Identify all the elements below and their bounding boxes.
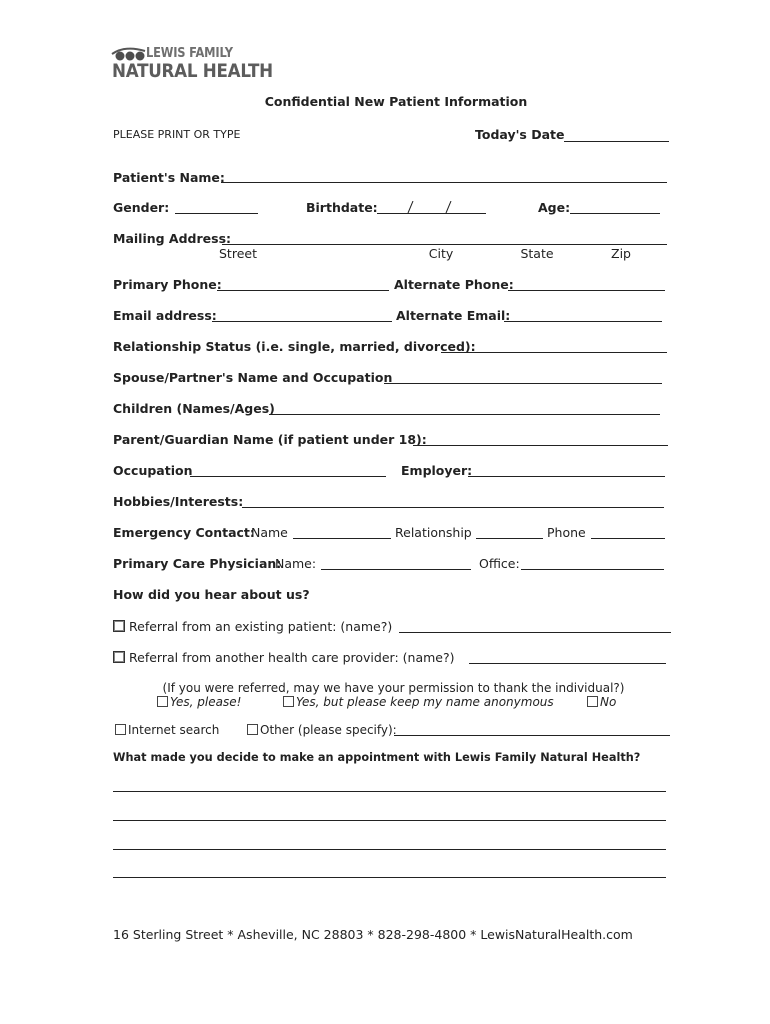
alternate-email-field[interactable] (504, 321, 662, 322)
permission-anonymous-option[interactable] (283, 695, 554, 709)
occupation-field[interactable] (190, 476, 386, 477)
other-checkbox[interactable] (247, 724, 258, 735)
todays-date-label: Today's Date (475, 127, 565, 142)
occupation-label: Occupation (113, 463, 193, 478)
print-note: PLEASE PRINT OR TYPE (113, 128, 241, 141)
form-title: Confidential New Patient Information (264, 94, 528, 109)
pcp-office-label: Office: (479, 556, 520, 571)
ec-phone-label: Phone (547, 525, 586, 540)
parent-guardian-field[interactable] (413, 445, 668, 446)
employer-label: Employer: (401, 463, 473, 478)
pcp-name-field[interactable] (321, 569, 471, 570)
other-option[interactable] (247, 723, 397, 737)
permission-no-checkbox[interactable] (587, 696, 598, 707)
internet-search-checkbox[interactable] (115, 724, 126, 735)
zip-caption: Zip (611, 246, 631, 261)
logo-text-top: LEWIS FAMILY (146, 46, 233, 61)
primary-phone-label: Primary Phone: (113, 277, 222, 292)
ec-relationship-field[interactable] (476, 538, 543, 539)
email-label: Email address: (113, 308, 217, 323)
permission-question: (If you were referred, may we have your permission to thank the individual?) (162, 681, 625, 695)
referral-provider-checkbox[interactable] (113, 651, 125, 663)
state-caption: State (520, 246, 554, 261)
patient-name-field[interactable] (221, 182, 667, 183)
spouse-label: Spouse/Partner's Name and Occupation (113, 370, 393, 385)
permission-yes-text: Yes, please! (170, 695, 242, 709)
age-field[interactable] (570, 213, 660, 214)
hobbies-field[interactable] (242, 507, 664, 508)
birthdate-label: Birthdate: (306, 200, 378, 215)
referral-existing-checkbox[interactable] (113, 620, 125, 632)
relationship-status-label: Relationship Status (i.e. single, married, divorced): (113, 339, 476, 354)
gender-label: Gender: (113, 200, 170, 215)
footer-contact: 16 Sterling Street * Asheville, NC 28803 * 828-298-4800 * LewisNaturalHealth.com (113, 927, 633, 942)
permission-anonymous-text: Yes, but please keep my name anonymous (296, 695, 554, 709)
referral-existing-patient-option[interactable] (113, 619, 392, 634)
referral-provider-name-field[interactable] (469, 663, 666, 664)
decision-answer-line-3[interactable] (113, 849, 666, 850)
referral-provider-option[interactable] (113, 650, 454, 665)
todays-date-field[interactable] (564, 141, 669, 142)
street-caption: Street (219, 246, 257, 261)
primary-care-label: Primary Care Physician: (113, 556, 282, 571)
logo-text-bottom: NATURAL HEALTH (112, 60, 273, 82)
permission-no-text: No (600, 695, 617, 709)
gender-field[interactable] (175, 213, 258, 214)
referral-existing-text: Referral from an existing patient: (name?) (129, 619, 393, 634)
pcp-office-field[interactable] (521, 569, 664, 570)
referral-existing-name-field[interactable] (399, 632, 671, 633)
email-field[interactable] (212, 321, 392, 322)
decision-answer-line-1[interactable] (113, 791, 666, 792)
decision-answer-line-4[interactable] (113, 877, 666, 878)
birthdate-slash-2 (446, 201, 451, 213)
relationship-status-field[interactable] (441, 352, 667, 353)
parent-guardian-label: Parent/Guardian Name (if patient under 18): (113, 432, 427, 447)
children-field[interactable] (269, 414, 660, 415)
ec-relationship-label: Relationship (395, 525, 472, 540)
alternate-phone-field[interactable] (508, 290, 665, 291)
city-caption: City (428, 246, 454, 261)
referral-question: How did you hear about us? (113, 587, 310, 602)
children-label: Children (Names/Ages) (113, 401, 275, 416)
other-specify-field[interactable] (394, 735, 670, 736)
spouse-field[interactable] (384, 383, 662, 384)
patient-name-label: Patient's Name: (113, 170, 225, 185)
other-text: Other (please specify): (260, 723, 397, 737)
age-label: Age: (538, 200, 571, 215)
employer-field[interactable] (468, 476, 665, 477)
ec-name-field[interactable] (293, 538, 391, 539)
permission-yes-checkbox[interactable] (157, 696, 168, 707)
mailing-address-label: Mailing Address: (113, 231, 232, 246)
birthdate-separators (405, 201, 455, 214)
internet-search-text: Internet search (128, 723, 220, 737)
decision-answer-line-2[interactable] (113, 820, 666, 821)
internet-search-option[interactable] (115, 723, 219, 737)
permission-no-option[interactable] (587, 695, 616, 709)
decision-question: What made you decide to make an appointment with Lewis Family Natural Health? (113, 751, 641, 764)
hobbies-label: Hobbies/Interests: (113, 494, 244, 509)
permission-anonymous-checkbox[interactable] (283, 696, 294, 707)
pcp-name-label: Name: (275, 556, 317, 571)
alternate-phone-label: Alternate Phone: (394, 277, 514, 292)
alternate-email-label: Alternate Email: (396, 308, 511, 323)
mailing-address-field[interactable] (222, 244, 667, 245)
permission-yes-option[interactable] (157, 695, 241, 709)
emergency-contact-label: Emergency Contact: (113, 525, 255, 540)
ec-name-label: Name (251, 525, 288, 540)
primary-phone-field[interactable] (217, 290, 389, 291)
referral-provider-text: Referral from another health care provider: (name?) (129, 650, 455, 665)
ec-phone-field[interactable] (591, 538, 665, 539)
birthdate-slash-1 (408, 201, 413, 213)
